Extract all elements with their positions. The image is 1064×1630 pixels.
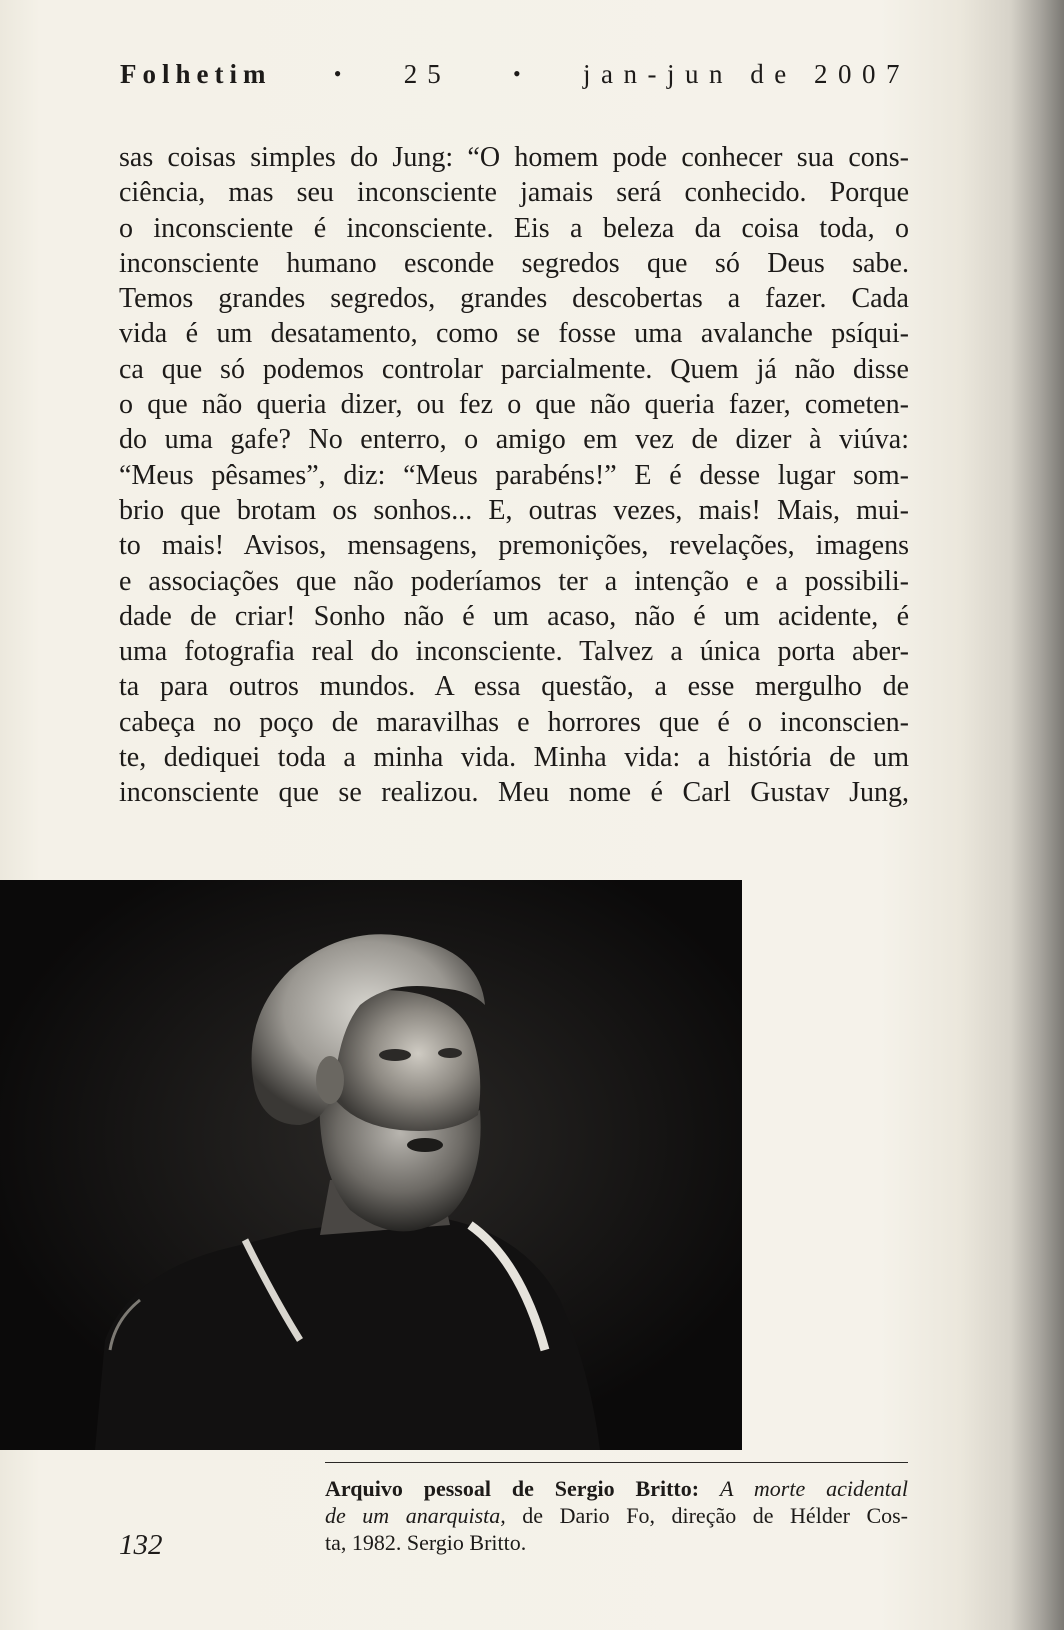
- caption-rule: [325, 1462, 908, 1463]
- body-paragraph: [119, 140, 909, 811]
- caption-text: de Dario Fo, direção de Hélder Cos-: [522, 1503, 908, 1528]
- caption-credit: Arquivo pessoal de Sergio Britto:: [325, 1476, 700, 1501]
- body-line: vida é um desatamento, como se fosse uma avalanche psíqui-: [119, 318, 909, 350]
- body-line: ca que só podemos controlar parcialmente. Quem já não disse: [119, 353, 909, 385]
- caption-title: A morte acidental: [719, 1476, 908, 1501]
- caption-line: ta, 1982. Sergio Britto.: [325, 1530, 527, 1555]
- header-separator: •: [333, 61, 342, 86]
- body-line: e associações que não poderíamos ter a intenção e a possibili-: [119, 565, 909, 597]
- body-line: o que não queria dizer, ou fez o que não queria fazer, cometen-: [119, 389, 909, 421]
- body-line: cabeça no poço de maravilhas e horrores que é o inconscien-: [119, 706, 909, 738]
- body-line: do uma gafe? No enterro, o amigo em vez de dizer à viúva:: [119, 424, 909, 456]
- running-head: [120, 54, 910, 94]
- body-line: Temos grandes segredos, grandes descobertas a fazer. Cada: [119, 283, 909, 315]
- body-line: inconsciente humano esconde segredos que só Deus sabe.: [119, 247, 909, 279]
- body-line: ta para outros mundos. A essa questão, a esse mergulho de: [119, 671, 909, 703]
- body-line: uma fotografia real do inconsciente. Talvez a única porta aber-: [119, 636, 909, 668]
- header-separator: •: [513, 61, 521, 86]
- body-line: inconsciente que se realizou. Meu nome é Carl Gustav Jung,: [119, 777, 909, 809]
- issue-date: jan-jun de 2007: [583, 59, 910, 89]
- issue-number: 25: [403, 59, 451, 89]
- body-line: sas coisas simples do Jung: “O homem pode conhecer sua cons-: [119, 142, 909, 173]
- caption-title: de um anarquista,: [325, 1503, 506, 1528]
- stage-photograph: [0, 880, 742, 1450]
- journal-title: Folhetim: [120, 59, 272, 89]
- caption-line: [325, 1475, 908, 1502]
- body-line: to mais! Avisos, mensagens, premonições, revelações, imagens: [119, 530, 909, 562]
- body-line: o inconsciente é inconsciente. Eis a beleza da coisa toda, o: [119, 212, 909, 244]
- body-line: “Meus pêsames”, diz: “Meus parabéns!” E é desse lugar som-: [119, 459, 909, 491]
- page-number: 132: [119, 1529, 163, 1561]
- body-line: brio que brotam os sonhos... E, outras vezes, mais! Mais, mui-: [119, 494, 909, 526]
- photo-caption: [325, 1475, 908, 1556]
- body-line: te, dediquei toda a minha vida. Minha vida: a história de um: [119, 742, 909, 774]
- body-line: ciência, mas seu inconsciente jamais será conhecido. Porque: [119, 177, 909, 209]
- body-line: dade de criar! Sonho não é um acaso, não é um acidente, é: [119, 600, 909, 632]
- caption-line: [325, 1502, 908, 1529]
